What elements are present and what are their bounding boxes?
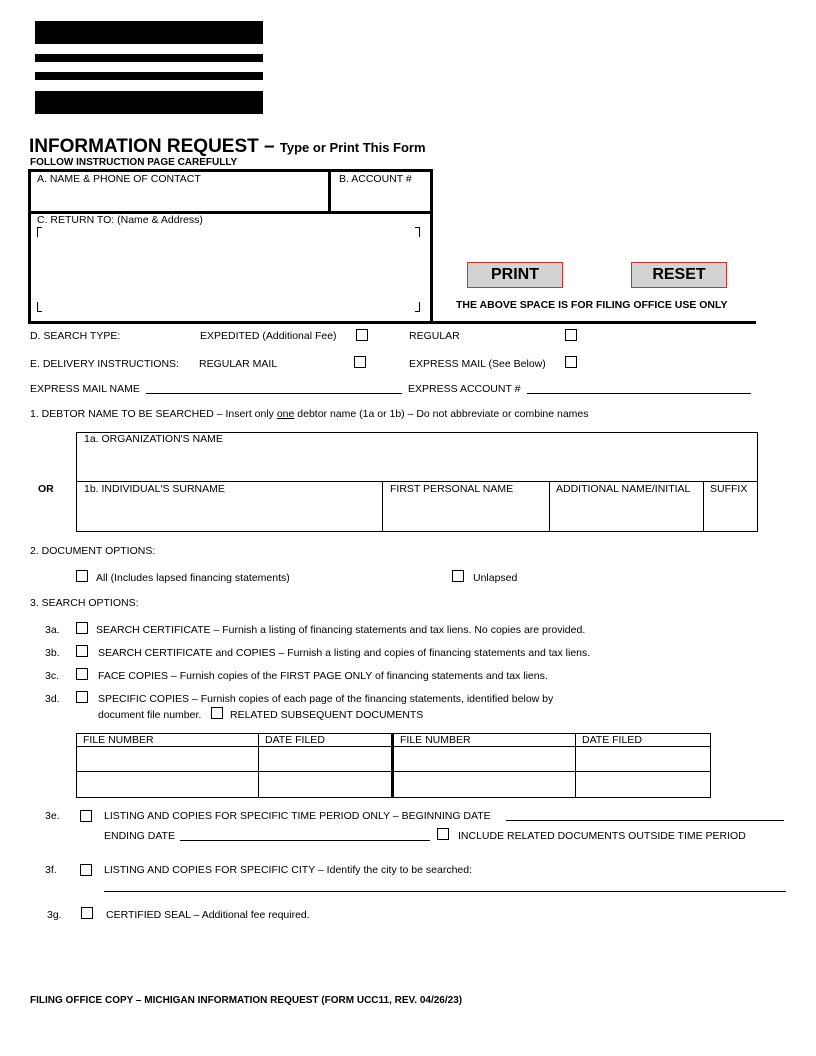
option-3b-checkbox[interactable] xyxy=(76,645,88,657)
option-3g-checkbox[interactable] xyxy=(81,907,93,919)
file-table-center-divider xyxy=(391,733,394,797)
ending-date-label: ENDING DATE xyxy=(104,830,175,842)
date-filed-cell[interactable] xyxy=(576,747,709,770)
return-to-box[interactable] xyxy=(28,210,433,321)
related-subsequent-checkbox[interactable] xyxy=(211,707,223,719)
related-subsequent-label: RELATED SUBSEQUENT DOCUMENTS xyxy=(230,709,424,721)
date-filed-cell[interactable] xyxy=(259,772,390,795)
ending-date-field[interactable] xyxy=(180,840,430,841)
account-label: B. ACCOUNT # xyxy=(339,173,412,185)
beginning-date-field[interactable] xyxy=(506,820,784,821)
option-3e-checkbox[interactable] xyxy=(80,810,92,822)
delivery-label: E. DELIVERY INSTRUCTIONS: xyxy=(30,358,179,370)
option-3f-number: 3f. xyxy=(45,864,57,876)
debtor-heading-pre: 1. DEBTOR NAME TO BE SEARCHED – Insert only xyxy=(30,408,277,420)
additional-name-field[interactable] xyxy=(550,496,702,529)
corner-tr xyxy=(415,227,420,237)
instruction-note: FOLLOW INSTRUCTION PAGE CAREFULLY xyxy=(30,157,238,168)
debtor-row-divider xyxy=(76,481,757,482)
regular-mail-checkbox[interactable] xyxy=(354,356,366,368)
thick-separator xyxy=(28,321,756,324)
file-table-header-1: FILE NUMBER xyxy=(83,734,154,746)
include-related-checkbox[interactable] xyxy=(437,828,449,840)
filing-office-note: THE ABOVE SPACE IS FOR FILING OFFICE USE ONLY xyxy=(456,299,728,311)
file-number-cell[interactable] xyxy=(395,772,574,795)
additional-name-label: ADDITIONAL NAME/INITIAL xyxy=(556,483,691,495)
option-3g-number: 3g. xyxy=(47,909,62,921)
option-3c-label: FACE COPIES – Furnish copies of the FIRST PAGE ONLY of financing statements and tax liens. xyxy=(98,670,548,682)
option-3d-checkbox[interactable] xyxy=(76,691,88,703)
suffix-field[interactable] xyxy=(704,496,755,529)
regular-label: REGULAR xyxy=(409,330,460,342)
regular-checkbox[interactable] xyxy=(565,329,577,341)
header-bar-1 xyxy=(35,21,263,44)
surname-label: 1b. INDIVIDUAL'S SURNAME xyxy=(84,483,225,495)
organization-name-field[interactable] xyxy=(77,445,755,480)
contact-label: A. NAME & PHONE OF CONTACT xyxy=(37,173,201,185)
document-options-label: 2. DOCUMENT OPTIONS: xyxy=(30,545,156,557)
option-3a-checkbox[interactable] xyxy=(76,622,88,634)
expedited-label: EXPEDITED (Additional Fee) xyxy=(200,330,337,342)
unlapsed-label: Unlapsed xyxy=(473,572,518,584)
option-3f-checkbox[interactable] xyxy=(80,864,92,876)
reset-button[interactable]: RESET xyxy=(631,262,727,288)
first-name-label: FIRST PERSONAL NAME xyxy=(390,483,514,495)
suffix-label: SUFFIX xyxy=(710,483,748,495)
option-3b-label: SEARCH CERTIFICATE and COPIES – Furnish a listing and copies of financing statements and tax liens. xyxy=(98,647,591,659)
surname-field[interactable] xyxy=(77,496,381,529)
print-button[interactable]: PRINT xyxy=(467,262,563,288)
file-table-header-2: DATE FILED xyxy=(265,734,325,746)
organization-label: 1a. ORGANIZATION'S NAME xyxy=(84,433,223,445)
option-3g-label: CERTIFIED SEAL – Additional fee required. xyxy=(106,909,310,921)
header-bar-2 xyxy=(35,54,263,62)
all-label: All (Includes lapsed financing statements) xyxy=(96,572,290,584)
option-3d-label-2: document file number. xyxy=(98,709,202,721)
or-label: OR xyxy=(38,483,54,495)
option-3c-checkbox[interactable] xyxy=(76,668,88,680)
option-3a-number: 3a. xyxy=(45,624,60,636)
express-mail-label: EXPRESS MAIL (See Below) xyxy=(409,358,546,370)
expedited-checkbox[interactable] xyxy=(356,329,368,341)
express-name-label: EXPRESS MAIL NAME xyxy=(30,383,140,395)
search-options-label: 3. SEARCH OPTIONS: xyxy=(30,597,139,609)
option-3a-label: SEARCH CERTIFICATE – Furnish a listing of financing statements and tax liens. No copies are provided. xyxy=(96,624,586,636)
option-3c-number: 3c. xyxy=(45,670,60,682)
include-related-label: INCLUDE RELATED DOCUMENTS OUTSIDE TIME PERIOD xyxy=(458,830,746,842)
footer-note: FILING OFFICE COPY – MICHIGAN INFORMATION REQUEST (FORM UCC11, REV. 04/26/23) xyxy=(30,995,463,1006)
corner-br xyxy=(415,302,420,312)
header-bar-4 xyxy=(35,91,263,114)
express-mail-checkbox[interactable] xyxy=(565,356,577,368)
city-field[interactable] xyxy=(104,891,786,892)
debtor-heading-one: one xyxy=(276,408,295,420)
option-3f-label: LISTING AND COPIES FOR SPECIFIC CITY – Identify the city to be searched: xyxy=(104,864,473,876)
regular-mail-label: REGULAR MAIL xyxy=(199,358,278,370)
header-bar-3 xyxy=(35,72,263,80)
title-main: INFORMATION REQUEST – xyxy=(29,136,280,157)
option-3e-label: LISTING AND COPIES FOR SPECIFIC TIME PERIOD ONLY – BEGINNING DATE xyxy=(104,810,491,822)
all-checkbox[interactable] xyxy=(76,570,88,582)
express-account-label: EXPRESS ACCOUNT # xyxy=(408,383,521,395)
option-3d-label: SPECIFIC COPIES – Furnish copies of each page of the financing statements, identified below by xyxy=(98,693,554,705)
corner-tl xyxy=(37,227,42,237)
option-3b-number: 3b. xyxy=(45,647,60,659)
express-account-field[interactable] xyxy=(527,393,751,394)
file-number-cell[interactable] xyxy=(77,747,257,770)
debtor-heading xyxy=(30,408,589,420)
express-name-field[interactable] xyxy=(146,393,402,394)
option-3d-number: 3d. xyxy=(45,693,60,705)
search-type-label: D. SEARCH TYPE: xyxy=(30,330,121,342)
date-filed-cell[interactable] xyxy=(576,772,709,795)
return-to-label: C. RETURN TO: (Name & Address) xyxy=(37,214,203,226)
unlapsed-checkbox[interactable] xyxy=(452,570,464,582)
corner-bl xyxy=(37,302,42,312)
file-table-header-3: FILE NUMBER xyxy=(400,734,471,746)
date-filed-cell[interactable] xyxy=(259,747,390,770)
file-number-cell[interactable] xyxy=(395,747,574,770)
title-sub: Type or Print This Form xyxy=(279,140,426,155)
option-3e-number: 3e. xyxy=(45,810,60,822)
file-table-header-4: DATE FILED xyxy=(582,734,642,746)
debtor-heading-post: debtor name (1a or 1b) – Do not abbreviate or combine names xyxy=(294,408,589,420)
form-title xyxy=(29,136,426,158)
first-name-field[interactable] xyxy=(383,496,548,529)
file-number-cell[interactable] xyxy=(77,772,257,795)
